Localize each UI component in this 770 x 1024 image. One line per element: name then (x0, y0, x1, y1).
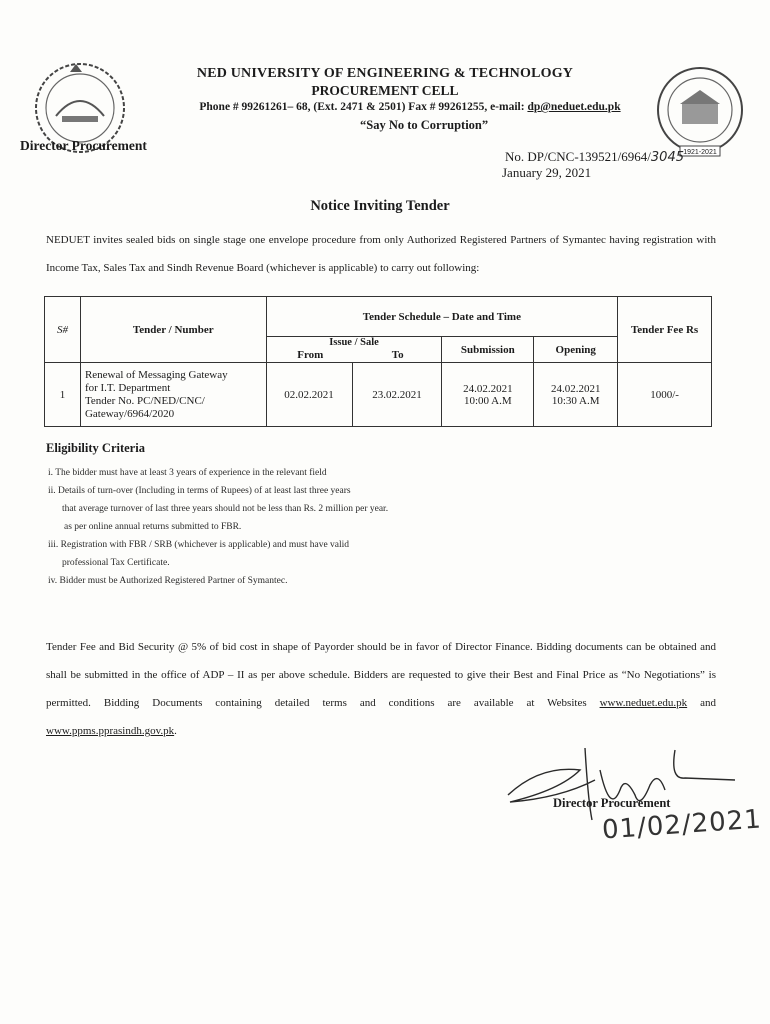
header-opening: Opening (534, 337, 618, 363)
opening-date: 24.02.2021 (550, 382, 601, 395)
closing-end: . (174, 725, 177, 737)
table-row (45, 363, 712, 427)
email-link[interactable]: dp@neduet.edu.pk (527, 101, 621, 113)
cell-to: 23.02.2021 (352, 363, 442, 427)
eligibility-list (48, 464, 388, 590)
criteria-line: i. The bidder must have at least 3 years of experience in the relevant field (48, 468, 327, 478)
closing-paragraph (46, 633, 716, 745)
website-link-ppms[interactable]: www.ppms.pprasindh.gov.pk (46, 725, 175, 737)
header-tender: Tender / Number (80, 297, 266, 363)
university-name: NED UNIVERSITY OF ENGINEERING & TECHNOLOGY (196, 66, 574, 81)
criteria-line: iv. Bidder must be Authorized Registered Partner of Symantec. (48, 576, 288, 586)
svg-text:1921-2021: 1921-2021 (683, 149, 717, 156)
criteria-line: professional Tax Certificate. (62, 558, 170, 568)
cell-sno: 1 (45, 363, 81, 427)
tender-line: Tender No. PC/NED/CNC/ (84, 394, 205, 407)
submission-time: 10:00 A.M (463, 394, 512, 407)
header-issue-sale (266, 337, 442, 363)
tender-line: Gateway/6964/2020 (84, 407, 175, 420)
cell-opening (534, 363, 618, 427)
cell-tender (80, 363, 266, 427)
handwritten-date: 01/02/2021 (601, 804, 763, 846)
opening-time: 10:30 A.M (551, 394, 600, 407)
criteria-line: that average turnover of last three years should not be less than Rs. 2 million per year. (62, 504, 389, 514)
header-sno: S# (45, 297, 81, 363)
criteria-line: ii. Details of turn-over (Including in terms of Rupees) of at least last three years (48, 486, 351, 496)
eligibility-title: Eligibility Criteria (46, 441, 145, 455)
header-submission: Submission (442, 337, 534, 363)
header-from: From (297, 349, 324, 361)
office-name: Director Procurement (20, 138, 147, 153)
closing-and: and (687, 697, 716, 709)
header-schedule: Tender Schedule – Date and Time (266, 297, 618, 337)
reference-date: January 29, 2021 (502, 165, 592, 180)
header-issue-sub (267, 349, 442, 362)
reference-number (505, 149, 684, 165)
submission-date: 24.02.2021 (463, 382, 513, 395)
cell-from: 02.02.2021 (266, 363, 352, 427)
contact-text: Phone # 99261261– 68, (Ext. 2471 & 2501) Fax # 99261255, e-mail: (199, 101, 528, 113)
criteria-line: iii. Registration with FBR / SRB (whichever is applicable) and must have valid (48, 540, 350, 550)
closing-text: Tender Fee and Bid Security @ 5% of bid cost in shape of Payorder should be in favor of Director Finance. Bidding documents can be obtained and shall be submitted in the office of ADP – II as per above schedule. Bidders are requested to give their Best and Final Price as “No Negotiations” is permitted. Bidding Documents containing detailed terms and conditions are available at Websites (46, 641, 716, 709)
tender-line: for I.T. Department (84, 381, 171, 394)
tender-line: Renewal of Messaging Gateway (84, 368, 228, 381)
contact-line (150, 101, 670, 113)
cell-submission (442, 363, 534, 427)
handwritten-reference-suffix: 3045 (650, 150, 684, 165)
page-title: Notice Inviting Tender (310, 198, 450, 214)
website-link-neduet[interactable]: www.neduet.edu.pk (599, 697, 688, 709)
tender-table (44, 296, 712, 427)
intro-paragraph: NEDUET invites sealed bids on single stage one envelope procedure from only Authorized Registered Partners of Symantec having registration with Income Tax, Sales Tax and Sindh Revenue Board (whichever is applicable) to carry out following: (46, 234, 716, 274)
criteria-line: as per online annual returns submitted to FBR. (64, 522, 242, 532)
procurement-cell-heading: PROCUREMENT CELL (311, 83, 459, 98)
signature-label: Director Procurement (553, 796, 671, 810)
cell-fee: 1000/- (618, 363, 712, 427)
header-issue-label: Issue / Sale (329, 337, 379, 348)
header-fee: Tender Fee Rs (618, 297, 712, 363)
slogan: “Say No to Corruption” (360, 118, 489, 132)
header-to: To (391, 349, 404, 361)
reference-number-text: No. DP/CNC-139521/6964/ (505, 149, 651, 164)
